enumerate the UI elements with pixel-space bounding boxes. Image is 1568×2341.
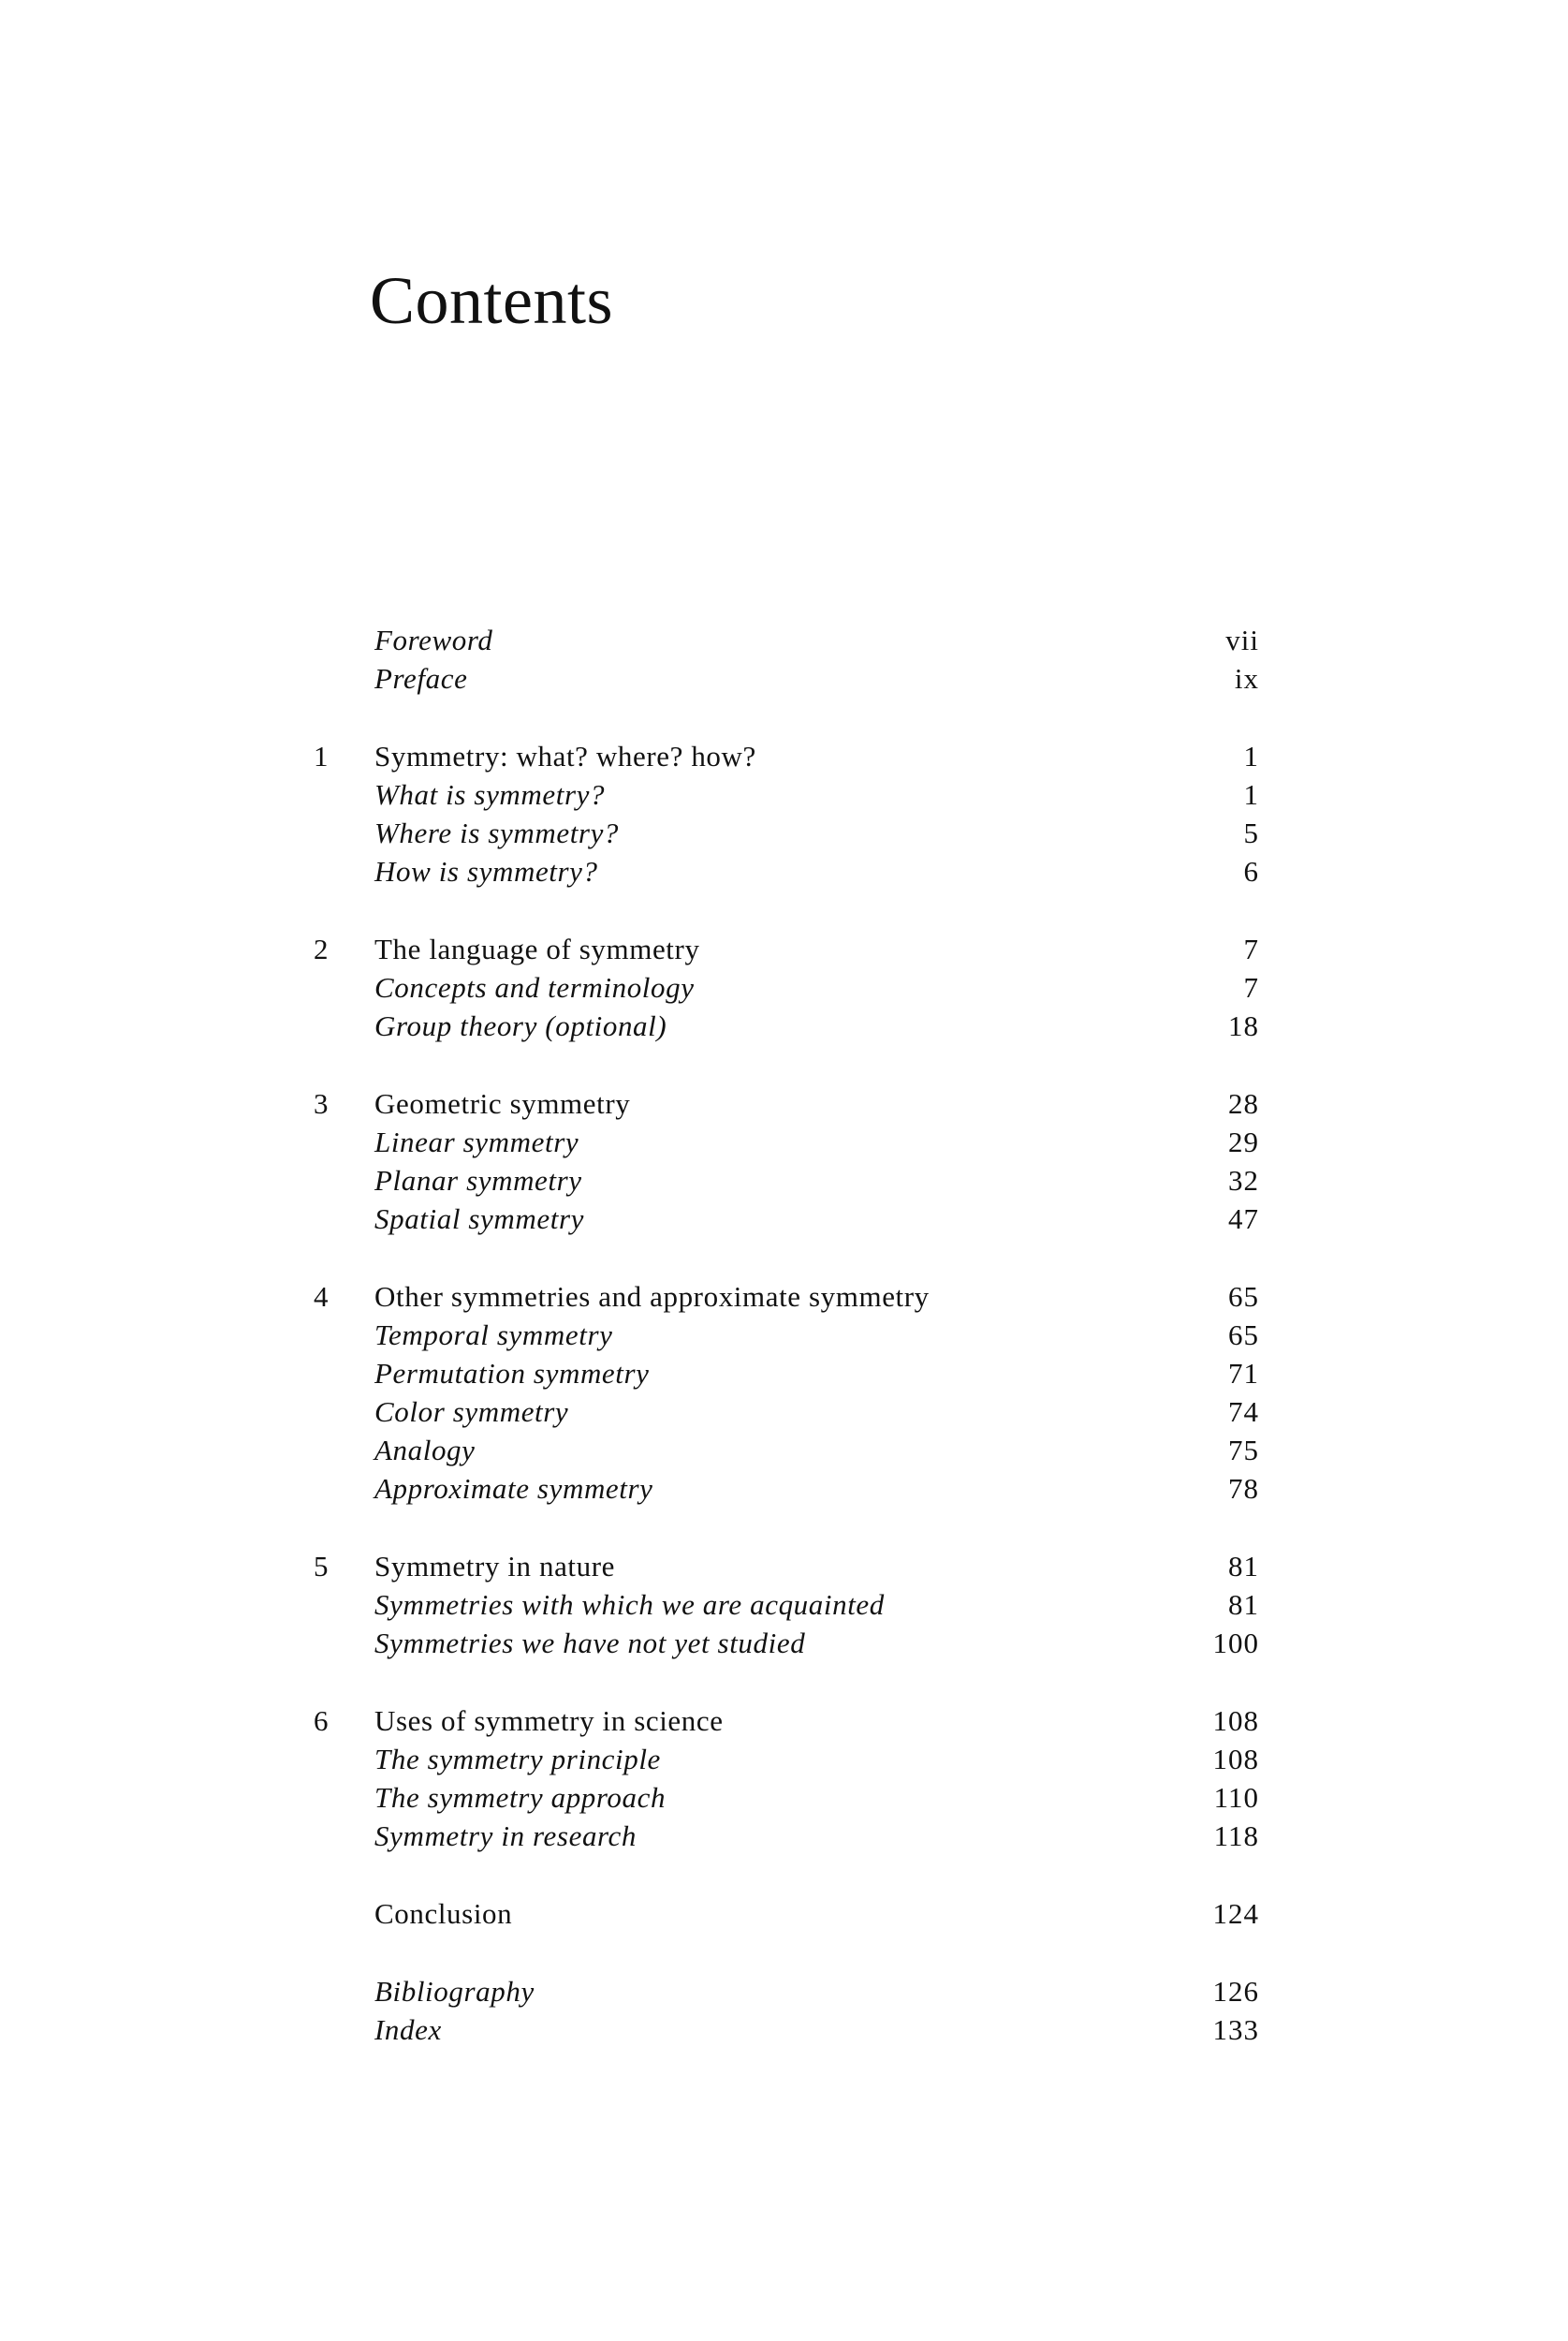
chapter-page: 65 (1228, 1280, 1259, 1313)
chapter-page: 7 (1243, 933, 1259, 965)
chapter-title: Geometric symmetry (374, 1087, 631, 1120)
toc-chapter-5[interactable] (0, 1548, 1568, 1585)
toc-section[interactable] (0, 1317, 1568, 1354)
section-page: 5 (1243, 817, 1259, 849)
toc-entry-foreword[interactable] (0, 622, 1568, 659)
toc-chapter-4[interactable] (0, 1278, 1568, 1316)
toc-section[interactable] (0, 1355, 1568, 1392)
toc-chapter-6[interactable] (0, 1702, 1568, 1740)
section-page: 108 (1212, 1743, 1259, 1775)
section-label: Symmetries with which we are acquainted (374, 1588, 885, 1621)
section-label: Color symmetry (374, 1395, 569, 1428)
chapter-page: 81 (1228, 1550, 1259, 1583)
section-page: 32 (1228, 1164, 1259, 1197)
section-page: 78 (1228, 1472, 1259, 1505)
section-page: 18 (1228, 1009, 1259, 1042)
toc-section[interactable] (0, 1741, 1568, 1778)
chapter-number: 6 (314, 1704, 329, 1737)
section-label: Analogy (374, 1434, 476, 1466)
chapter-page: 28 (1228, 1087, 1259, 1120)
section-label: The symmetry approach (374, 1781, 667, 1814)
toc-entry-bibliography[interactable] (0, 1973, 1568, 2010)
toc-entry-index[interactable] (0, 2011, 1568, 2049)
section-label: Linear symmetry (374, 1126, 579, 1158)
section-page: 7 (1243, 971, 1259, 1004)
section-label: Permutation symmetry (374, 1357, 650, 1390)
toc-entry-page: 133 (1212, 2013, 1259, 2046)
toc-section[interactable] (0, 1124, 1568, 1161)
chapter-number: 3 (314, 1087, 329, 1120)
section-page: 29 (1228, 1126, 1259, 1158)
toc-entry-label: Foreword (374, 624, 493, 656)
section-label: How is symmetry? (374, 855, 598, 888)
toc-section[interactable] (0, 815, 1568, 852)
section-label: Planar symmetry (374, 1164, 582, 1197)
section-label: Approximate symmetry (374, 1472, 653, 1505)
toc-section[interactable] (0, 1470, 1568, 1508)
toc-section[interactable] (0, 1393, 1568, 1431)
toc-section[interactable] (0, 1586, 1568, 1624)
section-page: 6 (1243, 855, 1259, 888)
toc-chapter-2[interactable] (0, 931, 1568, 968)
toc-section[interactable] (0, 776, 1568, 814)
section-page: 74 (1228, 1395, 1259, 1428)
chapter-title: Symmetry in nature (374, 1550, 616, 1583)
toc-section[interactable] (0, 1625, 1568, 1662)
chapter-number: 5 (314, 1550, 329, 1583)
section-page: 47 (1228, 1202, 1259, 1235)
section-label: The symmetry principle (374, 1743, 661, 1775)
section-page: 1 (1243, 778, 1259, 811)
section-label: Spatial symmetry (374, 1202, 584, 1235)
chapter-title: Uses of symmetry in science (374, 1704, 724, 1737)
section-label: What is symmetry? (374, 778, 606, 811)
toc-chapter-3[interactable] (0, 1085, 1568, 1123)
chapter-page: 1 (1243, 740, 1259, 773)
chapter-title: The language of symmetry (374, 933, 700, 965)
toc-entry-page: 124 (1212, 1897, 1259, 1930)
section-label: Concepts and terminology (374, 971, 695, 1004)
toc-entry-page: vii (1225, 624, 1259, 656)
section-label: Where is symmetry? (374, 817, 620, 849)
section-page: 75 (1228, 1434, 1259, 1466)
section-page: 110 (1213, 1781, 1259, 1814)
toc-entry-label: Preface (374, 662, 468, 695)
toc-section[interactable] (0, 1200, 1568, 1238)
section-label: Symmetries we have not yet studied (374, 1627, 806, 1659)
chapter-page: 108 (1212, 1704, 1259, 1737)
toc-entry-page: ix (1234, 662, 1259, 695)
section-page: 81 (1228, 1588, 1259, 1621)
toc-entry-label: Index (374, 2013, 442, 2046)
toc-chapter-1[interactable] (0, 738, 1568, 775)
page-title: Contents (370, 263, 614, 338)
chapter-title: Symmetry: what? where? how? (374, 740, 756, 773)
toc-section[interactable] (0, 853, 1568, 891)
toc-entry-label: Conclusion (374, 1897, 513, 1930)
section-page: 118 (1213, 1819, 1259, 1852)
section-page: 65 (1228, 1318, 1259, 1351)
toc-entry-conclusion[interactable] (0, 1895, 1568, 1933)
chapter-title: Other symmetries and approximate symmetry (374, 1280, 930, 1313)
toc-section[interactable] (0, 969, 1568, 1007)
toc-entry-page: 126 (1212, 1975, 1259, 2008)
toc-entry-label: Bibliography (374, 1975, 535, 2008)
section-page: 100 (1212, 1627, 1259, 1659)
chapter-number: 1 (314, 740, 329, 773)
toc-entry-preface[interactable] (0, 660, 1568, 698)
toc-section[interactable] (0, 1432, 1568, 1469)
section-label: Temporal symmetry (374, 1318, 613, 1351)
toc-section[interactable] (0, 1008, 1568, 1045)
toc-section[interactable] (0, 1162, 1568, 1200)
section-page: 71 (1228, 1357, 1259, 1390)
toc-section[interactable] (0, 1779, 1568, 1817)
chapter-number: 2 (314, 933, 329, 965)
section-label: Group theory (optional) (374, 1009, 667, 1042)
chapter-number: 4 (314, 1280, 329, 1313)
toc-section[interactable] (0, 1818, 1568, 1855)
section-label: Symmetry in research (374, 1819, 637, 1852)
